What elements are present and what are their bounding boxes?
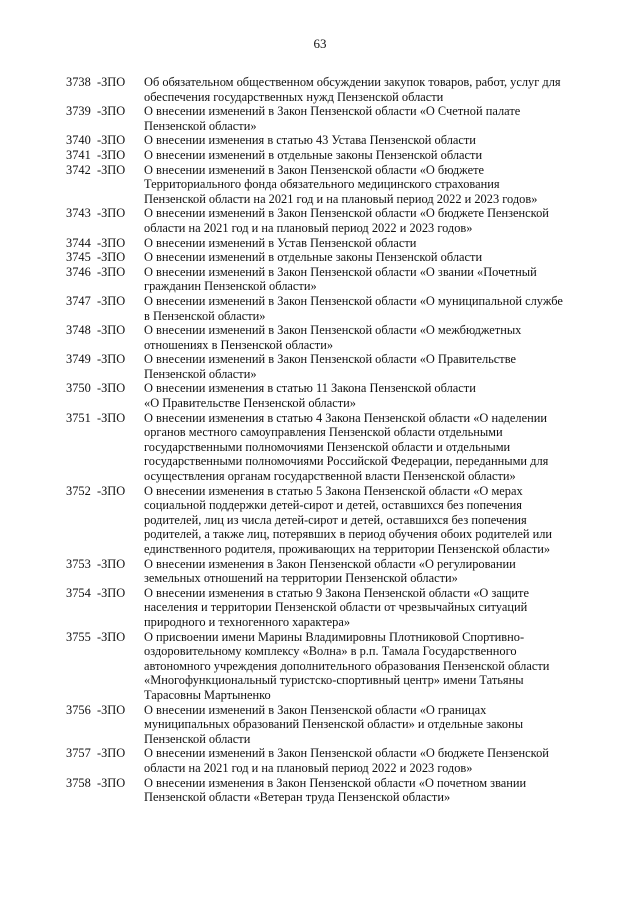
law-entry	[66, 484, 596, 557]
law-title-line: обеспечения государственных нужд Пензенской области	[144, 89, 444, 104]
law-entry	[66, 586, 596, 630]
law-title-line: области на 2021 год и на плановый период 2022 и 2023 годов»	[144, 220, 473, 235]
law-number: 3745 -ЗПО	[66, 250, 126, 265]
law-title	[144, 75, 596, 104]
law-title	[144, 776, 596, 805]
law-number: 3758 -ЗПО	[66, 775, 126, 790]
law-number: 3744 -ЗПО	[66, 235, 126, 250]
law-title-line: родителей, лиц из числа детей-сирот и детей, оставшихся без попечения	[144, 512, 527, 527]
law-entry	[66, 294, 596, 323]
law-title-line: социальной поддержки детей-сирот и детей, оставшихся без попечения	[144, 498, 523, 513]
law-number: 3742 -ЗПО	[66, 162, 126, 177]
law-title-line: «О Правительстве Пензенской области»	[144, 396, 356, 411]
law-number: 3739 -ЗПО	[66, 104, 126, 119]
law-entry	[66, 381, 596, 410]
law-number: 3756 -ЗПО	[66, 702, 126, 717]
law-title	[144, 746, 596, 775]
law-title-line: в Пензенской области»	[144, 308, 266, 323]
law-title	[144, 133, 596, 148]
law-entry	[66, 236, 596, 251]
law-title-line: Пензенской области»	[144, 366, 257, 381]
page-number: 63	[313, 36, 327, 51]
law-number: 3746 -ЗПО	[66, 264, 126, 279]
law-title-line: родителей, а также лиц, потерявших в период обучения обоих родителей или	[144, 527, 553, 542]
law-entry	[66, 148, 596, 163]
law-title-line: оздоровительному комплексу «Волна» в р.п. Тамала Государственного	[144, 644, 517, 659]
law-entry	[66, 206, 596, 235]
law-title-line: О внесении изменения в статью 5 Закона Пензенской области «О мерах	[144, 483, 523, 498]
law-title-line: Пензенской области на 2021 год и на плановый период 2022 и 2023 годов»	[144, 191, 538, 206]
law-number: 3750 -ЗПО	[66, 381, 126, 396]
law-number: 3749 -ЗПО	[66, 352, 126, 367]
law-title-line: О внесении изменения в статью 11 Закона Пензенской области	[144, 381, 476, 396]
law-title-line: О внесении изменений в Устав Пензенской области	[144, 235, 417, 250]
law-title-line: единственного родителя, проживающих на территории Пензенской области»	[144, 542, 551, 556]
law-title-line: О внесении изменения в Закон Пензенской области «О почетном звании	[144, 775, 527, 790]
law-title-line: Тарасовны Мартыненко	[144, 687, 271, 702]
law-title-line: Территориального фонда обязательного медицинского страхования	[144, 177, 500, 192]
law-number: 3754 -ЗПО	[66, 585, 126, 600]
law-entry	[66, 746, 596, 775]
law-entry	[66, 323, 596, 352]
law-title-line: автономного учреждения дополнительного образования Пензенской области	[144, 658, 550, 673]
law-title	[144, 484, 596, 557]
law-title-line: Пензенской области	[144, 731, 251, 746]
law-entry	[66, 133, 596, 148]
law-title	[144, 630, 596, 703]
law-title-line: области на 2021 год и на плановый период 2022 и 2023 годов»	[144, 760, 473, 775]
law-title-line: Пензенской области «Ветеран труда Пензенской области»	[144, 790, 451, 805]
law-title-line: природного и техногенного характера»	[144, 614, 351, 629]
law-title-line: О внесении изменений в Закон Пензенской области «О звании «Почетный	[144, 264, 537, 279]
law-number: 3741 -ЗПО	[66, 147, 126, 162]
law-title	[144, 148, 596, 163]
law-title-line: О внесении изменения в статью 9 Закона Пензенской области «О защите	[144, 585, 529, 600]
law-entry	[66, 250, 596, 265]
law-entry	[66, 265, 596, 294]
law-title-line: О присвоении имени Марины Владимировны Плотниковой Спортивно-	[144, 629, 525, 644]
law-title	[144, 265, 596, 294]
law-title	[144, 294, 596, 323]
law-list	[66, 75, 596, 805]
law-title-line: органов местного самоуправления Пензенской области отдельными	[144, 425, 503, 440]
law-title	[144, 381, 596, 410]
law-number: 3738 -ЗПО	[66, 75, 126, 89]
law-number: 3743 -ЗПО	[66, 206, 126, 221]
law-entry	[66, 352, 596, 381]
law-title	[144, 250, 596, 265]
law-number: 3748 -ЗПО	[66, 323, 126, 338]
law-title-line: О внесении изменений в Закон Пензенской области «О бюджете Пензенской	[144, 746, 549, 761]
law-title-line: муниципальных образований Пензенской области» и отдельные законы	[144, 717, 524, 732]
law-title-line: населения и территории Пензенской области от чрезвычайных ситуаций	[144, 600, 528, 615]
law-title-line: Пензенской области»	[144, 118, 257, 133]
law-title-line: Об обязательном общественном обсуждении закупок товаров, работ, услуг для	[144, 75, 561, 89]
law-title	[144, 557, 596, 586]
law-title-line: О внесении изменений в Закон Пензенской области «О границах	[144, 702, 487, 717]
law-entry	[66, 163, 596, 207]
law-title-line: государственными полномочиями Российской Федерации, переданными для	[144, 454, 549, 469]
law-title-line: гражданин Пензенской области»	[144, 279, 317, 294]
law-title	[144, 163, 596, 207]
law-title	[144, 352, 596, 381]
law-entry	[66, 703, 596, 747]
law-title-line: О внесении изменений в Закон Пензенской области «О Счетной палате	[144, 104, 521, 119]
law-number: 3740 -ЗПО	[66, 133, 126, 148]
law-number: 3755 -ЗПО	[66, 629, 126, 644]
law-entry	[66, 104, 596, 133]
law-number: 3757 -ЗПО	[66, 746, 126, 761]
law-entry	[66, 75, 596, 104]
law-title-line: О внесении изменений в Закон Пензенской области «О бюджете Пензенской	[144, 206, 549, 221]
law-title	[144, 104, 596, 133]
law-title	[144, 411, 596, 484]
law-number: 3752 -ЗПО	[66, 483, 126, 498]
law-title-line: О внесении изменений в Закон Пензенской области «О межбюджетных	[144, 323, 522, 338]
law-title-line: О внесении изменения в Закон Пензенской области «О регулировании	[144, 556, 516, 571]
law-entry	[66, 557, 596, 586]
law-title-line: О внесении изменений в отдельные законы Пензенской области	[144, 250, 483, 265]
law-number: 3747 -ЗПО	[66, 293, 126, 308]
law-title-line: О внесении изменений в Закон Пензенской области «О бюджете	[144, 162, 484, 177]
law-entry	[66, 776, 596, 805]
law-title-line: О внесении изменений в Закон Пензенской области «О муниципальной службе	[144, 293, 563, 308]
law-title-line: земельных отношений на территории Пензенской области»	[144, 571, 458, 586]
law-entry	[66, 630, 596, 703]
law-title	[144, 586, 596, 630]
law-title	[144, 206, 596, 235]
law-title	[144, 703, 596, 747]
law-title-line: О внесении изменений в Закон Пензенской области «О Правительстве	[144, 352, 516, 367]
law-title-line: «Многофункциональный туристско-спортивный центр» имени Татьяны	[144, 673, 524, 688]
law-title	[144, 236, 596, 251]
law-title-line: О внесении изменений в отдельные законы Пензенской области	[144, 147, 483, 162]
law-title	[144, 323, 596, 352]
law-title-line: отношениях в Пензенской области»	[144, 337, 334, 352]
law-title-line: О внесении изменения в статью 43 Устава Пензенской области	[144, 133, 476, 148]
law-title-line: государственными полномочиями Пензенской области и отдельными	[144, 439, 511, 454]
law-number: 3753 -ЗПО	[66, 556, 126, 571]
law-title-line: осуществления органам государственной власти Пензенской области»	[144, 469, 516, 484]
law-title-line: О внесении изменения в статью 4 Закона Пензенской области «О наделении	[144, 410, 547, 425]
law-entry	[66, 411, 596, 484]
law-number: 3751 -ЗПО	[66, 410, 126, 425]
